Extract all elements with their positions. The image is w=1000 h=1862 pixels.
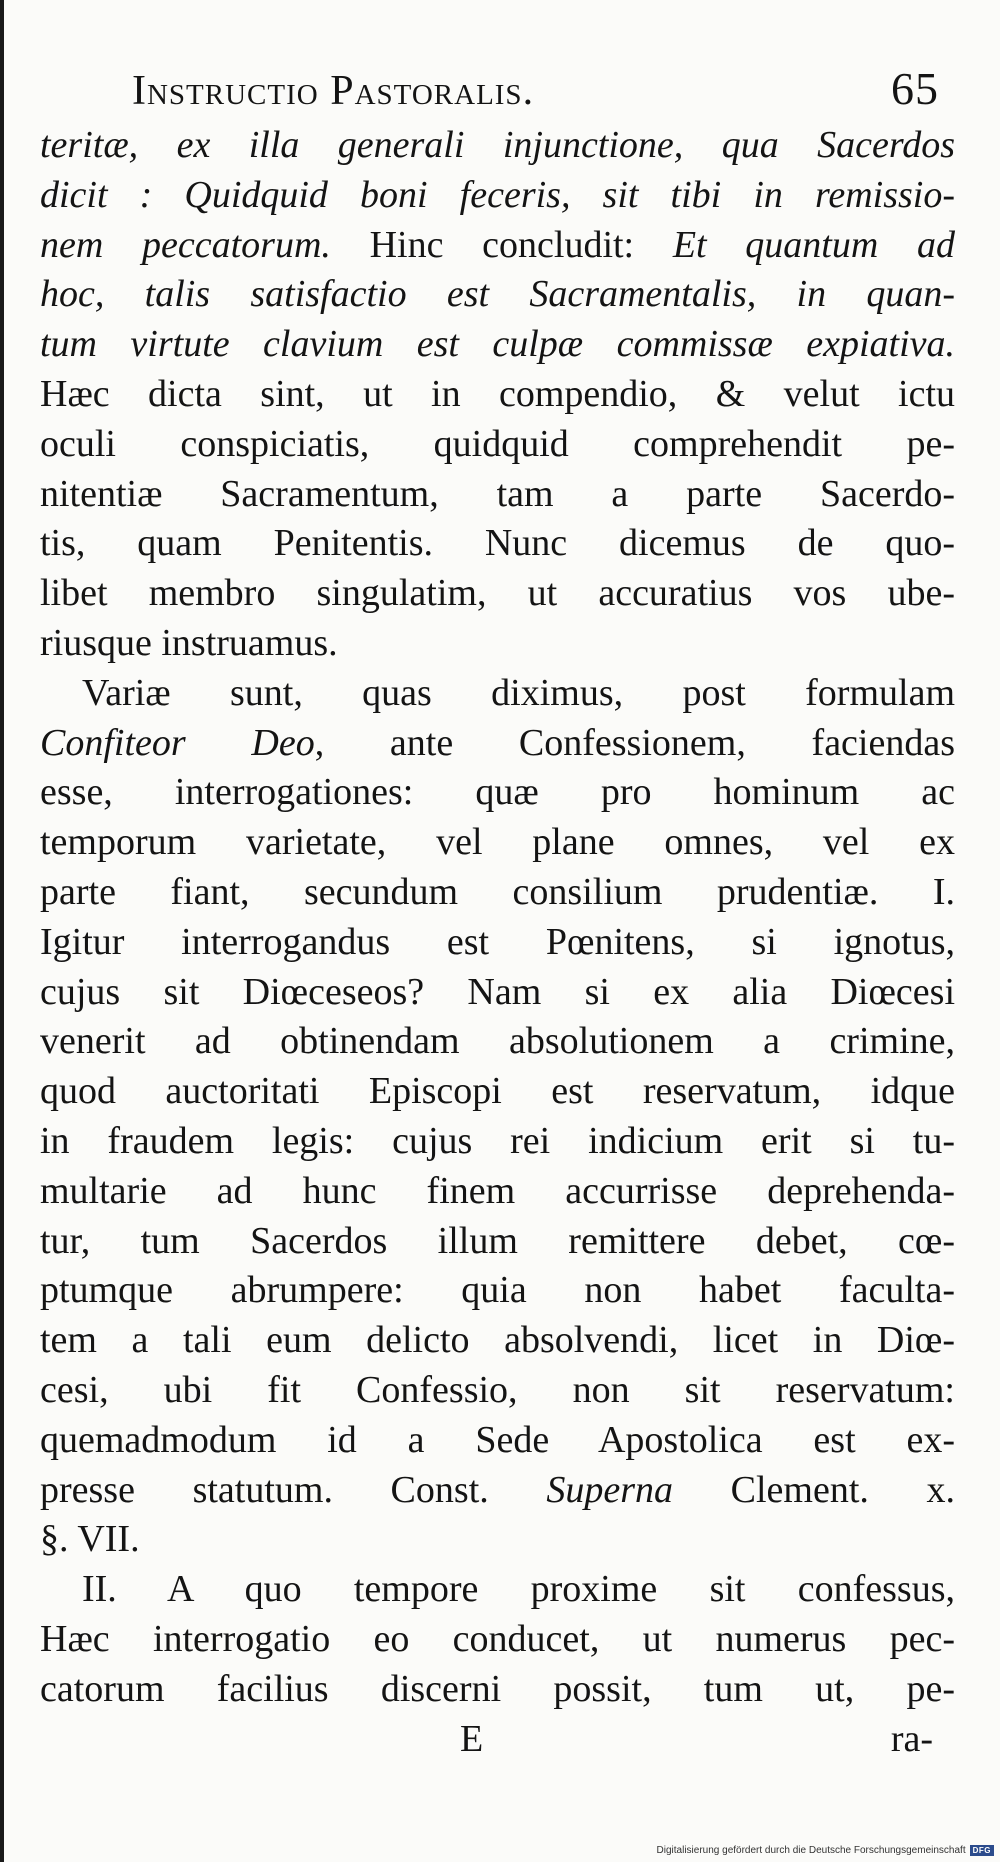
paragraph [40,1565,955,1714]
running-head [40,62,955,115]
text-line: dicit : Quidquid boni feceris, sit tibi in remissio- [40,173,955,216]
text-line [40,221,955,271]
text-line [40,719,955,769]
text-line: §. VII. [40,1518,140,1561]
running-title: Instructio Pastoralis. [132,68,535,114]
text-line: cesi, ubi fit Confessio, non sit reservatum: [40,1368,955,1411]
text-line: tem a tali eum delicto absolvendi, licet in Diœ- [40,1319,955,1362]
text-line: nitentiæ Sacramentum, tam a parte Sacerdo- [40,472,955,515]
paragraph [40,121,955,669]
text-segment: Hinc concludit: [369,223,673,266]
text-line: Variæ sunt, quas diximus, post formulam [82,671,955,714]
text-line: tur, tum Sacerdos illum remittere debet, cœ- [40,1219,955,1262]
text-line: temporum varietate, vel plane omnes, vel ex [40,821,955,864]
text-line: teritæ, ex illa generali injunctione, qua Sacerdos [40,124,955,166]
text-segment: presse statutum. Const. [40,1468,547,1511]
text-line: cujus sit Diœceseos? Nam si ex alia Diœcesi [40,970,955,1013]
credit-text: Digitalisierung gefördert durch die Deutsche Forschungsgemeinschaft [656,1845,966,1856]
binding-edge [0,0,4,1862]
text-segment: nem peccatorum. [40,223,370,266]
text-line: esse, interrogationes: quæ pro hominum ac [40,771,955,814]
digitization-credit [657,1845,994,1856]
book-page [40,62,955,1761]
page-number: 65 [891,63,939,114]
text-line: hoc, talis satisfactio est Sacramentalis, in quan- [40,273,955,316]
dfg-logo-icon: DFG [970,1845,994,1856]
text-line: riusque instruamus. [40,621,338,664]
text-line: catorum facilius discerni possit, tum ut, pe- [40,1667,955,1710]
body-text [40,121,955,1715]
text-segment: Superna [546,1468,674,1511]
paragraph [40,669,955,1565]
text-line: Hæc dicta sint, ut in compendio, & velut ictu [40,372,955,415]
page-footer [40,1717,955,1761]
text-line: Igitur interrogandus est Pœnitens, si ignotus, [40,920,955,963]
text-segment: , ante Confessionem, faciendas [314,721,956,764]
text-line: tum virtute clavium est culpæ commissæ expiativa. [40,323,955,366]
text-line: oculi conspiciatis, quidquid comprehendit pe- [40,422,955,465]
text-line: II. A quo tempore proxime sit confessus, [82,1568,955,1611]
text-line: ptumque abrumpere: quia non habet faculta- [40,1269,955,1312]
signature-mark: E [460,1717,484,1760]
text-line: tis, quam Penitentis. Nunc dicemus de quo- [40,522,955,565]
text-line: parte fiant, secundum consilium prudentiæ. I. [40,870,955,913]
text-segment: Confiteor Deo [40,721,315,764]
catchword: ra- [890,1717,933,1760]
text-line: in fraudem legis: cujus rei indicium erit si tu- [40,1119,955,1162]
text-line: libet membro singulatim, ut accuratius vos ube- [40,572,955,615]
text-line: Hæc interrogatio eo conducet, ut numerus pec- [40,1617,955,1660]
text-line: venerit ad obtinendam absolutionem a crimine, [40,1020,955,1063]
text-line: multarie ad hunc finem accurrisse deprehenda- [40,1169,955,1212]
text-line [40,1466,955,1516]
text-line: quod auctoritati Episcopi est reservatum, idque [40,1070,955,1113]
text-segment: Clement. x. [673,1468,955,1511]
text-line: quemadmodum id a Sede Apostolica est ex- [40,1418,955,1461]
text-segment: Et quantum ad [672,223,955,266]
